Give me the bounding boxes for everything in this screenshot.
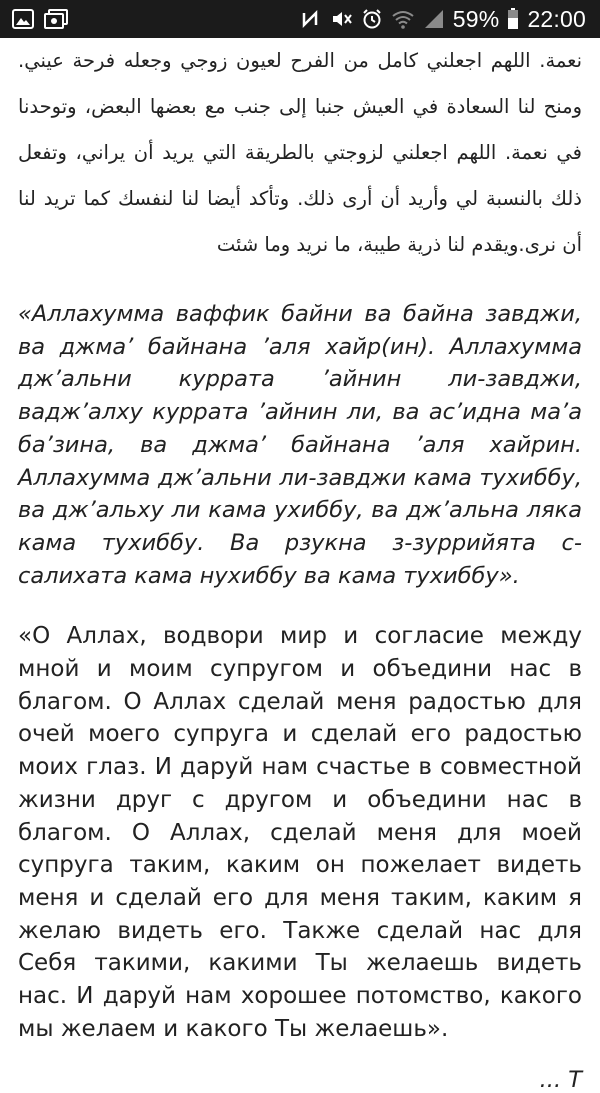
nfc-icon xyxy=(301,9,323,29)
status-bar-notifications xyxy=(12,9,68,29)
alarm-icon xyxy=(361,8,383,30)
transliteration-text: «Аллахумма ваффик байни ва байна завджи, ва джма’ байнана ’аля хайр(ин). Аллахумма дж’альни куррата ’айнин ли-завджи, вадж’алху куррата ’айнин ли, ва ас’идна ма’а ба’зина, ва джма’ байнана ’аля хайрин. Аллахумма дж’альни ли-завджи кама тухиббу, ва дж’альху ли кама ухиббу, ва дж’альна ляка кама тухиббу. Ва рзукна з-зуррийята с-салихата кама нухиббу ва кама тухиббу». xyxy=(18,301,582,589)
status-bar xyxy=(0,0,600,38)
battery-icon xyxy=(507,8,519,30)
battery-percent: 59% xyxy=(452,5,500,32)
article-body xyxy=(0,38,600,1093)
wifi-icon xyxy=(391,9,415,29)
gallery-icon xyxy=(12,9,34,29)
arabic-text: نعمة. اللهم اجعلني كامل من الفرح لعيون زوجي وجعله فرحة عيني. ومنح لنا السعادة في العيش جنبا إلى جنب مع بعضها البعض، وتوحدنا في نعمة. اللهم اجعلني لزوجتي بالطريقة التي يريد أن يراني، وتفعل ذلك بالنسبة لي وأريد أن أرى ذلك. وتأكد أيضا لنا لنفسك كما تريد لنا أن نرى.ويقدم لنا ذرية طيبة، ما نريد وما شئت xyxy=(18,49,582,256)
photo-icon xyxy=(44,9,68,29)
translation-text: «О Аллах, водвори мир и согласие между мной и моим супругом и объедини нас в благом. О Аллах сделай меня радостью для очей моего супруга и сделай его радостью моих глаз. И даруй нам счастье в совместной жизни друг с другом и объедини нас в благом. О Аллах, сделай меня для моей супруга таким, каким он пожелает видеть меня и сделай его для меня таким, каким я желаю видеть его. Также сделай нас для Себя такими, какими Ты желаешь видеть нас. И даруй нам хорошее потомство, какого мы желаем и какого Ты желаешь». xyxy=(18,623,582,1042)
mute-icon xyxy=(331,9,353,29)
signal-icon xyxy=(423,9,445,29)
clock: 22:00 xyxy=(527,5,586,32)
status-bar-system xyxy=(301,6,586,33)
next-paragraph-cutoff: ... Т xyxy=(539,1067,582,1093)
